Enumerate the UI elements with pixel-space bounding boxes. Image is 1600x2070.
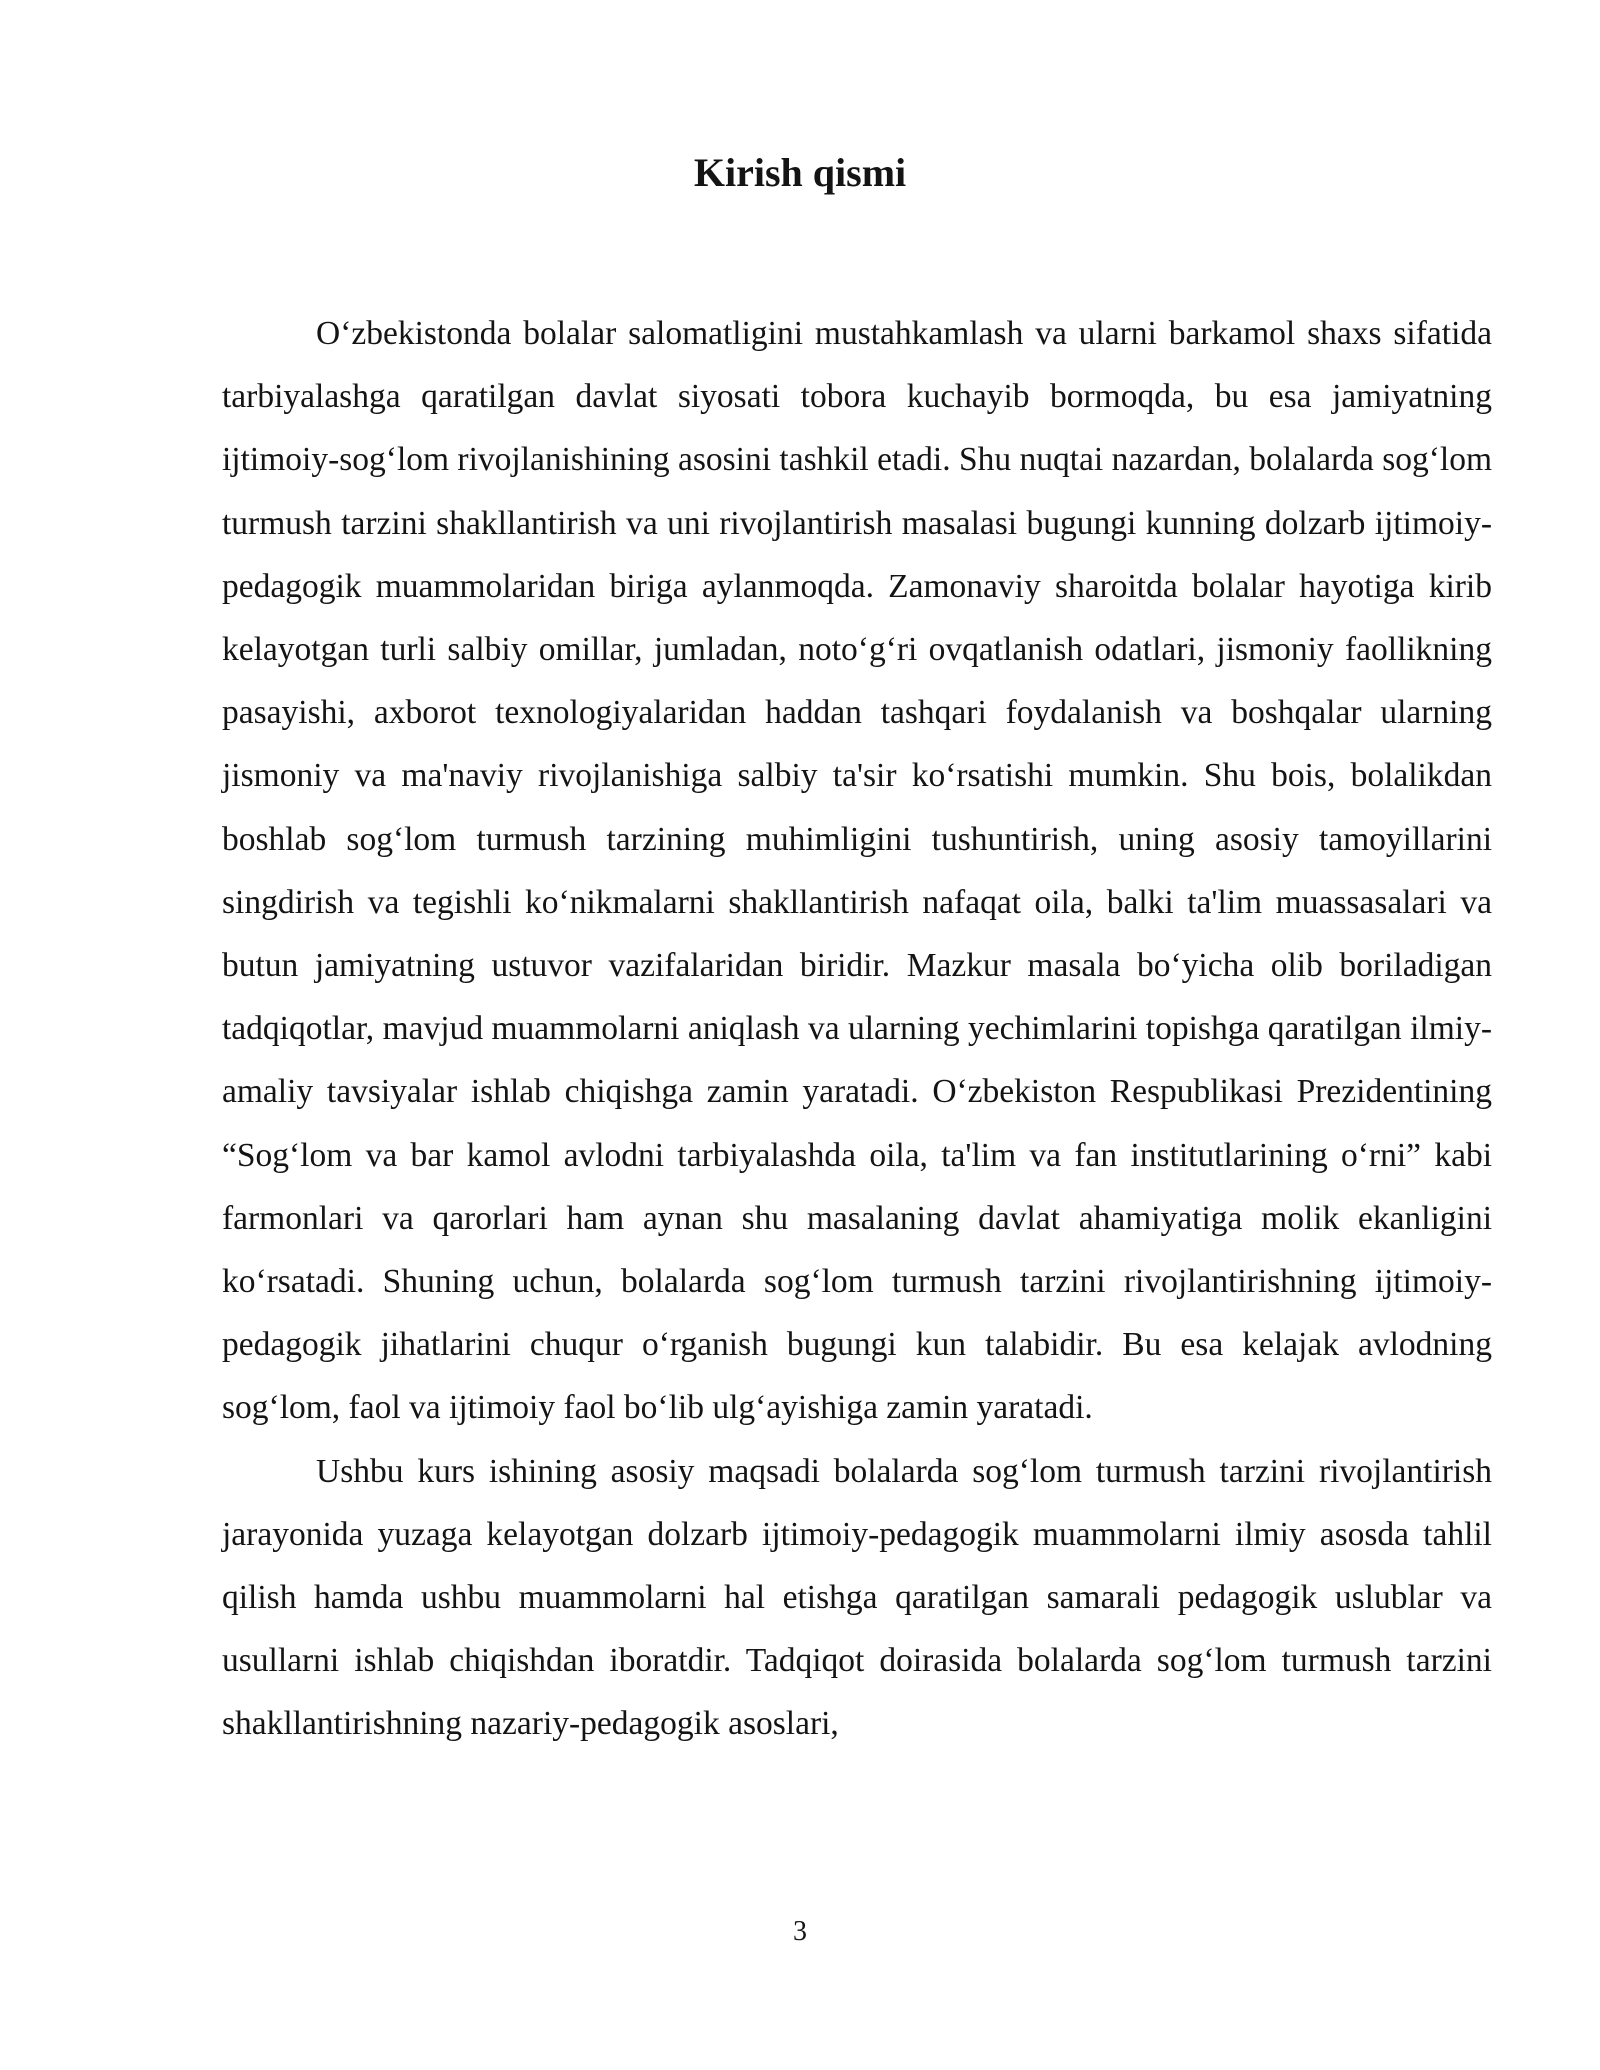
page-title: Kirish qismi xyxy=(693,150,907,195)
paragraph-course-goal: Ushbu kurs ishining asosiy maqsadi bolalarda sog‘lom turmush tarzini rivojlantirish jarayonida yuzaga kelayotgan dolzarb ijtimoiy-pedagogik muammolarni ilmiy asosda tahlil qilish hamda ushbu muammolarni hal etishga qaratilgan samarali pedagogik uslublar va usullarni ishlab chiqishdan iboratdir. Tadqiqot doirasida bolalarda sog‘lom turmush tarzini shakllantirishning nazariy-pedagogik asoslari, xyxy=(222,1452,1492,1743)
body-text xyxy=(222,302,1492,1756)
paragraph-introduction: O‘zbekistonda bolalar salomatligini mustahkamlash va ularni barkamol shaxs sifatida tarbiyalashga qaratilgan davlat siyosati tobora kuchayib bormoqda, bu esa jamiyatning ijtimoiy-sog‘lom rivojlanishining asosini tashkil etadi. Shu nuqtai nazardan, bolalarda sog‘lom turmush tarzini shakllantirish va uni rivojlantirish masalasi bugungi kunning dolzarb ijtimoiy-pedagogik muammolaridan biriga aylanmoqda. Zamonaviy sharoitda bolalar hayotiga kirib kelayotgan turli salbiy omillar, jumladan, noto‘g‘ri ovqatlanish odatlari, jismoniy faollikning pasayishi, axborot texnologiyalaridan haddan tashqari foydalanish va boshqalar ularning jismoniy va ma'naviy rivojlanishiga salbiy ta'sir ko‘rsatishi mumkin. Shu bois, bolalikdan boshlab sog‘lom turmush tarzining muhimligini tushuntirish, uning asosiy tamoyillarini singdirish va tegishli ko‘nikmalarni shakllantirish nafaqat oila, balki ta'lim muassasalari va butun jamiyatning ustuvor vazifalaridan biridir. Mazkur masala bo‘yicha olib boriladigan tadqiqotlar, mavjud muammolarni aniqlash va ularning yechimlarini topishga qaratilgan ilmiy-amaliy tavsiyalar ishlab chiqishga zamin yaratadi. O‘zbekiston Respublikasi Prezidentining “Sog‘lom va bar kamol avlodni tarbiyalashda oila, ta'lim va fan institutlarining o‘rni” kabi farmonlari va qarorlari ham aynan shu masalaning davlat ahamiyatiga molik ekanligini ko‘rsatadi. Shuning uchun, bolalarda sog‘lom turmush tarzini rivojlantirishning ijtimoiy-pedagogik jihatlarini chuqur o‘rganish bugungi kun talabidir. Bu esa kelajak avlodning sog‘lom, faol va ijtimoiy faol bo‘lib ulg‘ayishiga zamin yaratadi. xyxy=(222,315,1493,1427)
page-number: 3 xyxy=(793,1916,807,1947)
